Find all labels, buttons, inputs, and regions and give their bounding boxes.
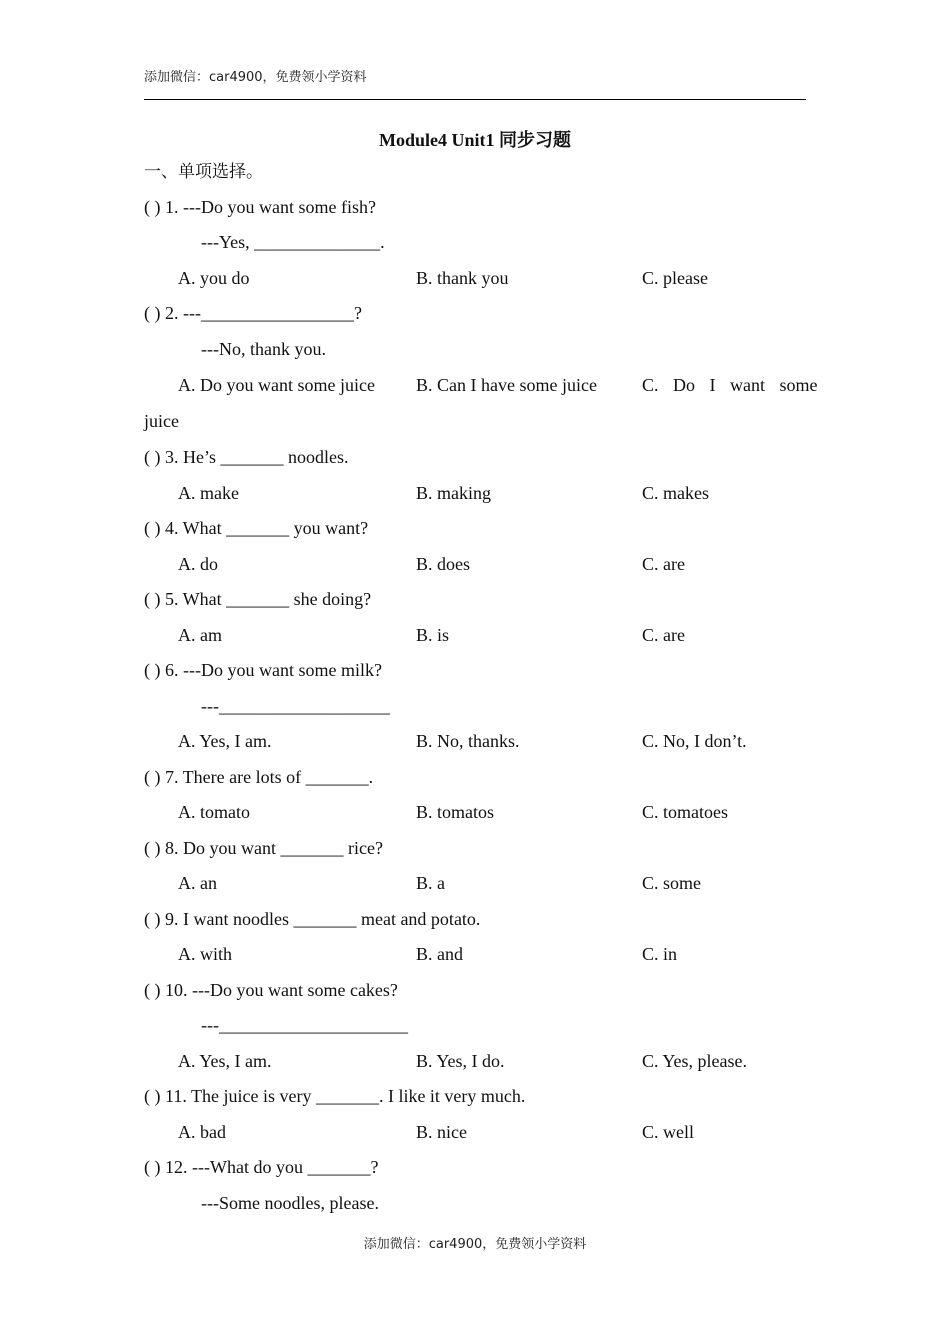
option-a: A. Yes, I am. — [178, 731, 272, 751]
option-b: B. does — [416, 554, 470, 574]
option-b: B. and — [416, 944, 463, 964]
question-stem: ( ) 10. ---Do you want some cakes? — [144, 980, 398, 1000]
option-b: B. tomatos — [416, 802, 495, 822]
option-b: B. is — [416, 625, 450, 645]
question-stem: ( ) 3. He’s _______ noodles. — [144, 447, 349, 467]
option-c: C. Do I want some — [642, 375, 818, 395]
option-c: C. tomatoes — [642, 802, 728, 822]
page-header-text: 添加微信：car4900，免费领小学资料 — [144, 70, 367, 85]
question-reply: ---Yes, ______________. — [201, 232, 385, 252]
question-reply: ---___________________ — [201, 696, 390, 716]
question-stem: ( ) 4. What _______ you want? — [144, 518, 369, 538]
option-b: B. a — [416, 873, 445, 893]
option-c: C. in — [642, 944, 678, 964]
option-a: A. make — [178, 483, 239, 503]
question-reply: ---_____________________ — [201, 1015, 408, 1035]
question-reply: ---Some noodles, please. — [201, 1193, 379, 1213]
option-a: A. do — [178, 554, 218, 574]
option-a: A. tomato — [178, 802, 250, 822]
question-stem: ( ) 11. The juice is very _______. I like it very much. — [144, 1086, 526, 1106]
question-stem: ( ) 5. What _______ she doing? — [144, 589, 372, 609]
option-b: B. No, thanks. — [416, 731, 520, 751]
option-b: B. nice — [416, 1122, 467, 1142]
option-a: A. you do — [178, 268, 250, 288]
question-stem: ( ) 8. Do you want _______ rice? — [144, 838, 383, 858]
header-divider — [144, 99, 806, 100]
section-heading: 一、单项选择。 — [144, 162, 263, 182]
question-stem: ( ) 9. I want noodles _______ meat and potato. — [144, 909, 481, 929]
option-c-continuation: juice — [144, 411, 179, 431]
option-b: B. making — [416, 483, 491, 503]
option-c: C. are — [642, 625, 685, 645]
question-reply: ---No, thank you. — [201, 339, 326, 359]
option-c: C. No, I don’t. — [642, 731, 747, 751]
question-stem: ( ) 2. ---_________________? — [144, 303, 362, 323]
question-stem: ( ) 12. ---What do you _______? — [144, 1157, 379, 1177]
question-stem: ( ) 1. ---Do you want some fish? — [144, 197, 376, 217]
option-c: C. well — [642, 1122, 694, 1142]
page-footer-text: 添加微信：car4900，免费领小学资料 — [363, 1237, 587, 1252]
option-c: C. are — [642, 554, 685, 574]
option-c: C. please — [642, 268, 708, 288]
option-b: B. thank you — [416, 268, 509, 288]
option-a: A. an — [178, 873, 217, 893]
option-b: B. Yes, I do. — [416, 1051, 505, 1071]
question-stem: ( ) 6. ---Do you want some milk? — [144, 660, 382, 680]
option-a: A. bad — [178, 1122, 226, 1142]
option-b: B. Can I have some juice — [416, 375, 597, 395]
option-a: A. Yes, I am. — [178, 1051, 272, 1071]
option-c: C. Yes, please. — [642, 1051, 748, 1071]
question-stem: ( ) 7. There are lots of _______. — [144, 767, 374, 787]
option-c: C. makes — [642, 483, 709, 503]
option-a: A. Do you want some juice — [178, 375, 375, 395]
option-c: C. some — [642, 873, 702, 893]
option-a: A. with — [178, 944, 232, 964]
page-title: Module4 Unit1 同步习题 — [378, 130, 571, 150]
option-a: A. am — [178, 625, 222, 645]
